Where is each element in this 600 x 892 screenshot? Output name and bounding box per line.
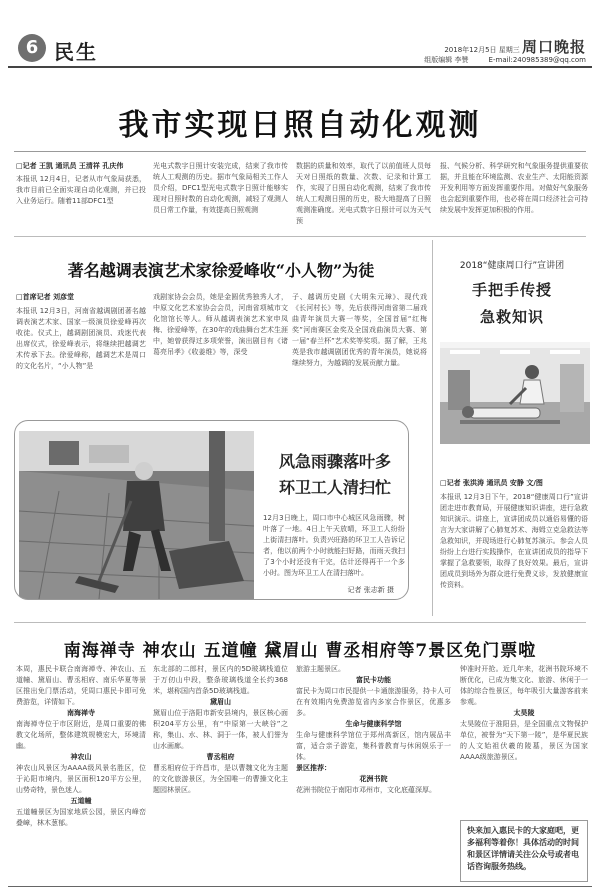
- scenic-divider: [14, 622, 586, 623]
- health-title-line1: 手把手传授: [471, 281, 552, 299]
- street-sweeper-photo: [19, 431, 254, 599]
- email-line: E-mail:240985389@qq.com: [488, 56, 586, 64]
- cpr-photo-illustration: [440, 342, 590, 444]
- main-col-3: 数据的质量和效率，取代了以前值班人员每天对日照纸的数量、次数、记录和计算工作，实现了日照自动化观测，结束了我市传统人工观测日照的历史，极大地提高了日照观测准确度。光电式数字日照计可以为天气预: [296, 162, 431, 225]
- scenic-head-huazhou: 花洲书院: [359, 775, 388, 783]
- editor-line: 组版编辑 李赞: [424, 56, 469, 64]
- scenic-head-taihao: 太昊陵: [513, 709, 535, 717]
- scenic-col-2: [153, 664, 288, 880]
- scenic-text-glass-bridge: 东北部的二郎村，景区内的5D玻璃栈道位于万仞山中段，整条玻璃栈道全长约368米，堪称国内首条5D玻璃栈道。: [153, 665, 288, 695]
- scenic-headline: 南海禅寺 神农山 五道幢 黛眉山 曹丞相府等7景区免门票啦: [63, 641, 537, 661]
- headline-divider: [14, 151, 586, 152]
- health-kicker: 2018“健康周口行”宣讲团: [459, 261, 565, 271]
- street-sweeper-illustration: [19, 431, 254, 599]
- opera-byline: □首席记者 刘彦堂: [16, 293, 75, 301]
- opera-col-2: 戏剧家协会会员，她是金圆优秀独秀人才，中原文化艺术家协会会员，河南省项城市文化馆馆长等人。师从越调表演艺术家申凤梅、徐爱峰等，在30年的戏曲舞台艺术生涯中，她曾获得过多项荣誉，演出剧目有《诸葛亮吊孝》《收姜维》等，深受: [153, 293, 288, 356]
- health-byline: □记者 张洪涛 通讯员 安静 文/图: [440, 479, 543, 487]
- main-col-2: 光电式数字日照计安装完成，结束了我市传统人工观测的历史。据市气象局相关工作人员介绍，DFC1型光电式数字日照计能够实现对日照时数的自动化观测，减轻了观测人员日常工作量，有效提高日照观测: [153, 162, 288, 214]
- main-headline: 我市实现日照自动化观测: [118, 108, 482, 143]
- rain-title-line1: 风急雨骤落叶多: [278, 452, 391, 471]
- scenic-head-science: 生命与健康科学馆: [345, 720, 402, 728]
- rain-title-line2: 环卫工人清扫忙: [278, 478, 391, 497]
- main-byline: □记者 王凯 通讯员 王清祥 孔庆伟: [16, 162, 124, 170]
- section-name: 民生: [54, 40, 98, 64]
- header-meta: [424, 38, 586, 65]
- scenic-text-huazhou: 花洲书院位于南阳市邓州市，文化底蕴深厚。: [296, 786, 436, 794]
- scenic-head-card: 富民卡功能: [356, 676, 391, 684]
- scenic-text-daimei: 黛眉山位于洛阳市新安县境内，景区核心面积204平方公里，有“中原第一大峡谷”之称，集山、水、林、洞于一体，被人们誉为山水画廊。: [153, 709, 288, 750]
- scenic-text-taihao: 太昊陵位于淮阳县，是全国重点文物保护单位，被誉为“天下第一陵”，是华夏民族的人文始祖伏羲的陵墓，景区为国家AAAA级旅游景区。: [460, 720, 588, 761]
- opera-headline: 著名越调表演艺术家徐爱峰收“小人物”为徒: [67, 261, 375, 280]
- scenic-text-huazhou-cont: 钟准时开抢。近几年来，花洲书院环境不断优化，已成为集文化、旅游、休闲于一体的综合性景区，每年吸引大量游客前来参观。: [460, 665, 588, 706]
- date-line: 2018年12月5日 星期三: [444, 46, 520, 54]
- scenic-text-theme: 旅游主题景区。: [296, 665, 345, 673]
- scenic-col-4: [460, 664, 588, 816]
- section-divider: [14, 236, 586, 237]
- bottom-divider: [8, 886, 592, 887]
- health-body: 本报讯 12月3日下午，2018“健康周口行”宣讲团走进市教育局，开展健康知识讲座，进行急救知识演示。讲座上，宣讲团成员以通俗易懂的语言为大家讲解了心肺复苏术、海姆立克急救法等急救知识，并现场进行心肺复苏演示。参会人员纷纷上台进行实践操作，在宣讲团成员的指导下掌握了急救要领，取得了良好效果。最后，宣讲团成员到场外为群众进行免费义诊，发放健康宣传资料。: [440, 493, 588, 589]
- scenic-head-nanhai: 南海禅寺: [67, 709, 95, 717]
- scenic-intro: 本周，惠民卡联合南海禅寺、神农山、五道幢、黛眉山、曹丞相府、南乐华夏等景区推出免门票活动，凭周口惠民卡即可免费游览，详情如下。: [16, 665, 146, 706]
- scenic-head-shennong: 神农山: [70, 753, 92, 761]
- scenic-head-caocao: 曹丞相府: [206, 753, 235, 761]
- rain-headline: [260, 449, 409, 501]
- health-title-line2: 急救知识: [479, 308, 544, 326]
- scenic-text-shennong: 神农山风景区为AAAA级风景名胜区，位于沁阳市境内，景区面积120平方公里，山势奇特，景色迷人。: [16, 764, 146, 794]
- scenic-head-daimei: 黛眉山: [210, 698, 231, 706]
- scenic-col-1: [16, 664, 146, 880]
- header-divider: [8, 66, 592, 68]
- promo-box: 快来加入惠民卡的大家庭吧，更多福利等着你！具体活动的时间和景区详情请关注公众号或者电话咨询服务热线。: [460, 820, 588, 882]
- scenic-head-wudaozhuang: 五道幢: [70, 797, 92, 805]
- opera-col-1: 本报讯 12月3日，河南省越调剧团著名越调表演艺术家、国家一级演员徐爱峰再次收徒。仪式上，越调剧团演员、戏迷代表出席仪式，徐爱峰表示，将继续把越调艺术传承下去。徐爱峰称，越调艺术是周口的文化名片，“小人物”是: [16, 307, 146, 370]
- scenic-text-wudaozhuang: 五道幢景区为国家地质公园，景区内峰峦叠嶂，林木葱郁。: [16, 808, 146, 827]
- health-feature-title: [432, 252, 592, 324]
- rain-photo-credit: 记者 张志新 摄: [347, 586, 394, 594]
- cpr-demo-photo: [440, 342, 590, 444]
- scenic-text-science: 生命与健康科学馆位于郑州高新区，馆内展品丰富，适合亲子游览，集科普教育与休闲娱乐于一体。: [296, 731, 451, 761]
- paper-logo: 周口晚报: [521, 38, 586, 56]
- page-number-badge: 6: [18, 34, 46, 62]
- scenic-head-recommend: 景区推荐：: [296, 764, 331, 772]
- scenic-col-3: [296, 664, 451, 880]
- scenic-text-card: 富民卡为周口市民提供一卡通旅游服务，持卡人可在有效期内免费游览省内多家合作景区，优惠多多。: [296, 687, 451, 717]
- page-header: [8, 6, 592, 70]
- opera-col-3: 子、越调历史剧《大明朱元璋》、现代戏《长河村长》等，先后获得河南省第二届戏曲青年演员大赛一等奖，全国首届“红梅奖”河南赛区金奖及全国戏曲演员大赛、第一届“春兰杯”艺术奖等奖项。据了解，王兆英是我市越调剧团优秀的青年演员，她说将继续努力，为越调的发展贡献力量。: [292, 293, 427, 367]
- scenic-text-caocao: 曹丞相府位于许昌市，是以曹魏文化为主题的文化旅游景区，为全国唯一的曹操文化主题园林景区。: [153, 764, 288, 794]
- rain-body: 12月3日晚上，周口市中心城区风急雨骤，树叶落了一地。4日上午天放晴，环卫工人纷纷上街清扫落叶。负责兴旺路的环卫工人告诉记者，他以前两个小时就能扫好路，而雨天我扫了3个小时还没有干完，估计还得再干一个多小时。图为环卫工人在清扫落叶。: [263, 514, 405, 577]
- main-col-1: 本报讯 12月4日，记者从市气象局获悉，我市目前已全面实现自动化观测，并已投入业务运行。随着11部DFC1型: [16, 175, 146, 205]
- scenic-text-nanhai: 南海禅寺位于市区附近，是周口重要的佛教文化场所，整体建筑规模宏大，环境清幽。: [16, 720, 146, 750]
- rain-article-box: [14, 420, 409, 600]
- main-col-4: 报、气候分析、科学研究和气象服务提供重要依据，并且能在环境监测、农业生产、太阳能资源开发利用等方面发挥重要作用。对做好气象服务也会起到重要作用，也必将在周口经济社会可持续发展中发挥更加积极的作用。: [440, 162, 588, 214]
